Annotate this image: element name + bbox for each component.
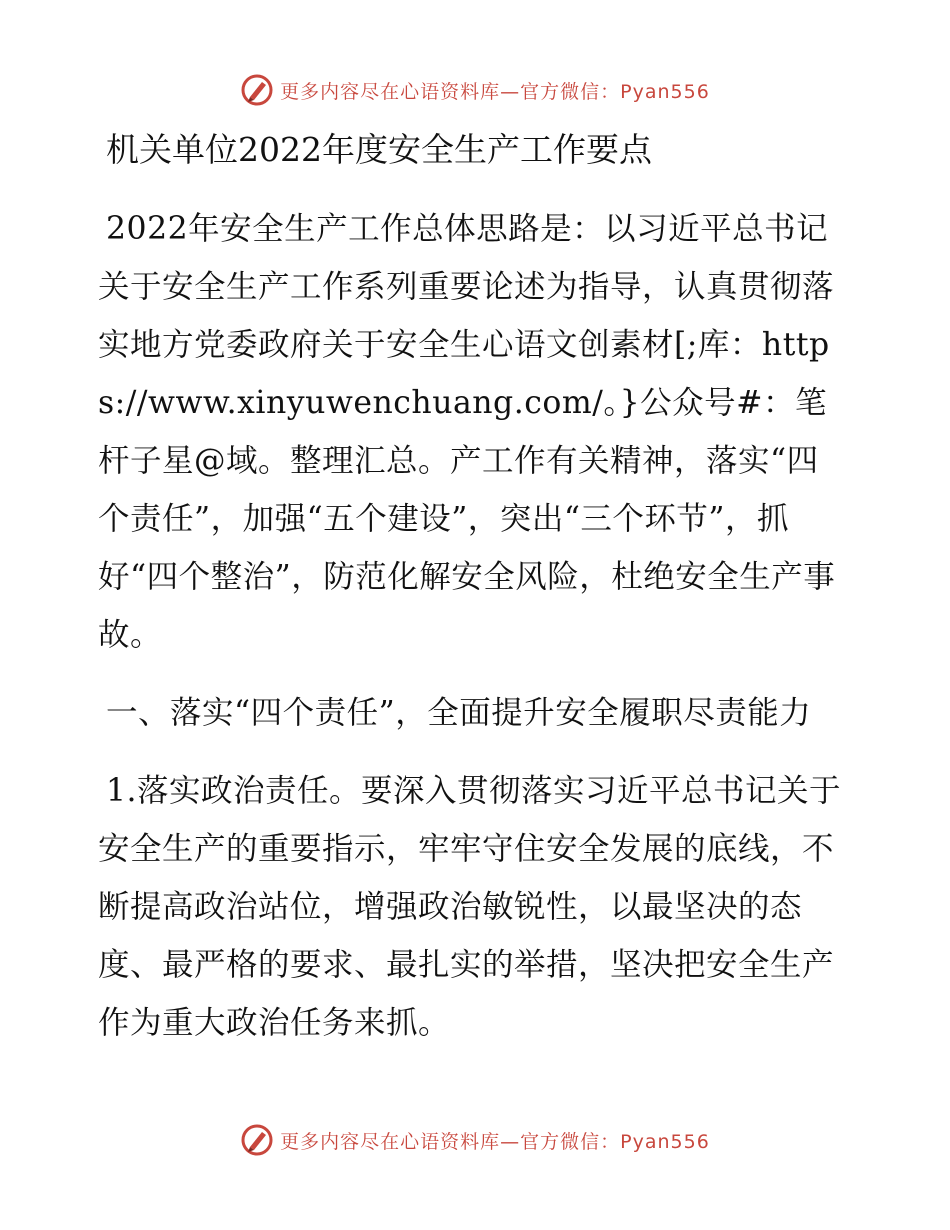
footer-watermark-banner [0,1120,950,1160]
document-title: 机关单位2022年度安全生产工作要点 [106,130,652,169]
header-watermark-banner [0,70,950,110]
banner-text: 更多内容尽在心语资料库—官方微信：Pyan556 [280,80,710,103]
paragraph-intro: 2022年安全生产工作总体思路是：以习近平总书记关于安全生产工作系列重要论述为指导，认真贯彻落实地方党委政府关于安全生心语文创素材[;库：https://www.xinyuwenchuang.com/。}公众号#：笔杆子星@域。整理汇总。产工作有关精神，落实“四个责任”，加强“五个建设”，突出“三个环节”，抓好“四个整治”，防范化解安全风险，杜绝安全生产事故。 [98,211,836,653]
document-body [98,124,850,1072]
pen-logo-icon [240,1123,274,1157]
section-heading-1: 一、落实“四个责任”，全面提升安全履职尽责能力 [106,695,812,731]
banner-text: 更多内容尽在心语资料库—官方微信：Pyan556 [280,1130,710,1153]
pen-logo-icon [240,73,274,107]
paragraph-item-1: 1.落实政治责任。要深入贯彻落实习近平总书记关于安全生产的重要指示，牢牢守住安全发展的底线，不断提高政治站位，增强政治敏锐性，以最坚决的态度、最严格的要求、最扎实的举措，坚决把安全生产作为重大政治任务来抓。 [98,773,842,1041]
